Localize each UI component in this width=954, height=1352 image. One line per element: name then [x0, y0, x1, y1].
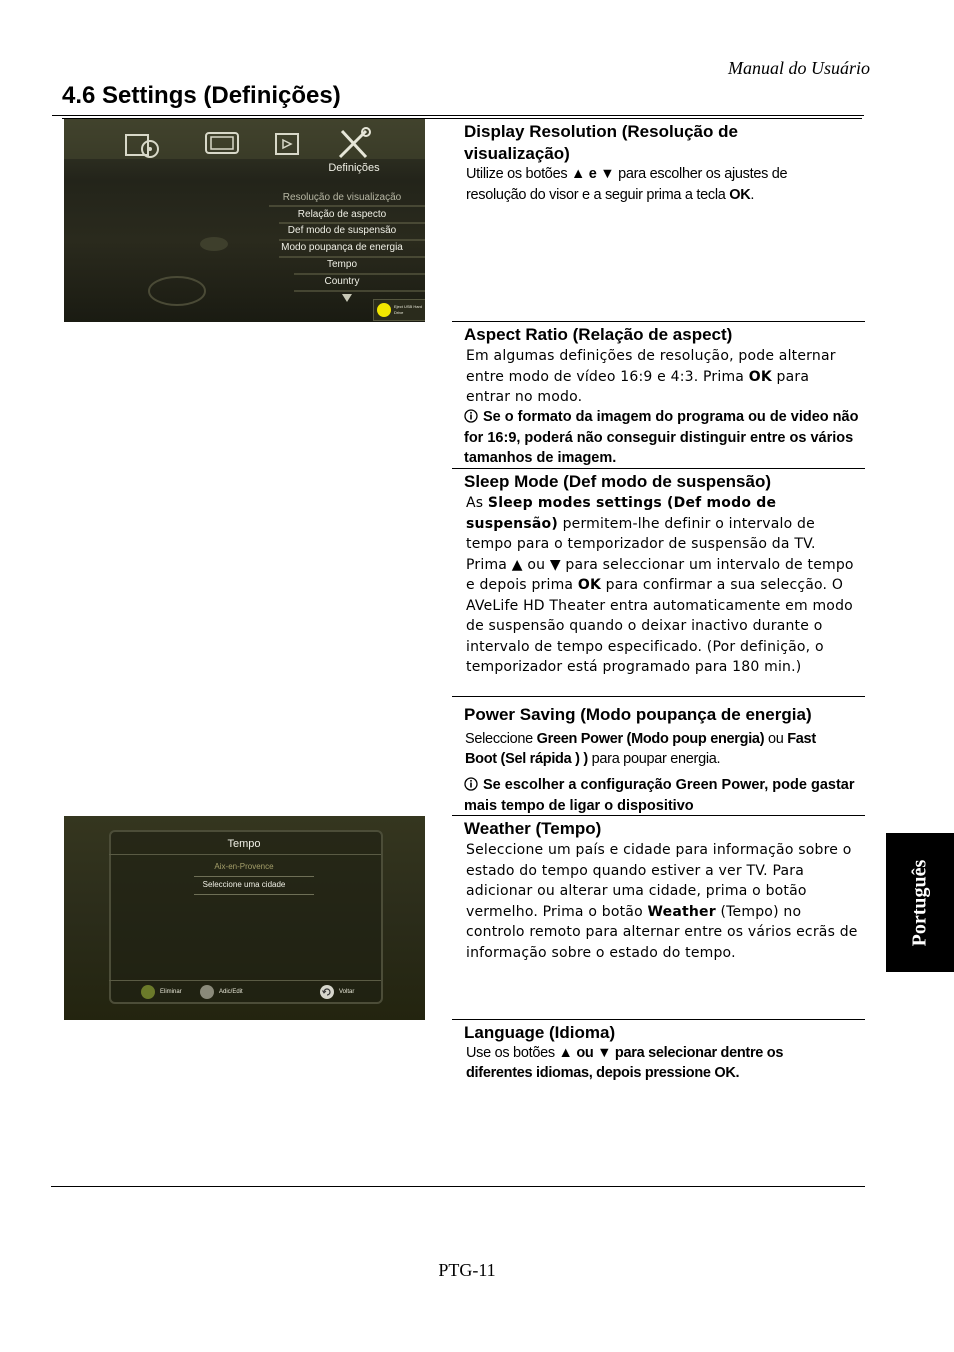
tv-icon: [204, 131, 240, 157]
section-rule-sleep: [452, 468, 865, 469]
section-rule-language: [452, 1019, 865, 1020]
menu-item-power[interactable]: Modo poupança de energia: [281, 242, 403, 253]
weather-text: Seleccione um país e cidade para informação sobre o estado do tempo quando estiver a ver TV. Para adicionar ou alterar uma cidade, prima o botão vermelho. Prima o botão Weather (Tempo) no controlo remoto para alternar entre os vários ecrãs de informação sobre o estado do tempo.: [466, 842, 858, 961]
tools-icon: [336, 127, 372, 161]
bottom-rule: [51, 1186, 865, 1187]
language-title: Language (Idioma): [464, 1023, 616, 1042]
menu-item-country[interactable]: Country: [324, 276, 360, 287]
weather-screen-title: Tempo: [227, 838, 261, 850]
aspect-ratio-title: Aspect Ratio (Relação de aspect): [464, 325, 733, 344]
aspect-ratio-note: Se o formato da imagem do programa ou de video não for 16:9, poderá não conseguir distinguir entre os vários tamanhos de imagem.: [464, 409, 859, 466]
footer-divider: [109, 980, 381, 981]
settings-title: Definições: [328, 162, 380, 174]
info-icon: [464, 777, 478, 791]
sleep-mode-title: Sleep Mode (Def modo de suspensão): [464, 472, 771, 491]
add-edit-label: Adic/Edit: [219, 989, 243, 995]
select-city-item[interactable]: Seleccione uma cidade: [202, 880, 286, 889]
side-tab-label: Português: [908, 859, 931, 946]
eject-usb-button[interactable]: [373, 299, 425, 321]
weather-panel: [109, 830, 383, 1004]
grey-button-icon[interactable]: [199, 984, 215, 1000]
title-rule: [52, 115, 864, 116]
delete-label: Eliminar: [160, 989, 182, 995]
power-saving-title: Power Saving (Modo poupança de energia): [464, 705, 812, 724]
yellow-button-icon: [376, 302, 392, 318]
menu-item-sleep[interactable]: Def modo de suspensão: [287, 225, 397, 236]
display-resolution-title: Display Resolution (Resolução de visualização): [464, 122, 738, 163]
eject-usb-label: Eject USB Hard Drive: [394, 304, 423, 315]
menu-item-aspect[interactable]: Relação de aspecto: [297, 209, 387, 220]
power-saving-note: Se escolher a configuração Green Power, pode gastar mais tempo de ligar o dispositivo: [464, 777, 855, 814]
power-saving-text: Seleccione Green Power (Modo poup energia) ou Fast Boot (Sel rápida ) ) para poupar energia.: [465, 731, 816, 767]
weather-city[interactable]: Aix-en-Provence: [214, 862, 274, 871]
sleep-mode-text: As Sleep modes settings (Def modo de suspensão) permitem-lhe definir o intervalo de tempo para o temporizador de suspensão da TV. Prima ▲ ou ▼ para seleccionar um intervalo de tempo e depois prima OK para confirmar a sua selecção. O AVeLife HD Theater entra automaticamente em modo de suspensão quando o deixar inactivo durante o intervalo de tempo especificado. (Por definição, o temporizador está programado para 180 min.): [466, 495, 854, 675]
page-number: PTG-11: [438, 1260, 496, 1280]
info-icon: [464, 409, 478, 423]
back-label: Voltar: [339, 989, 355, 995]
language-side-tab: [886, 833, 954, 972]
select-underline: [194, 894, 314, 895]
display-resolution-text: Utilize os botões ▲ e ▼ para escolher os ajustes de resolução do visor e a seguir prima a tecla OK.: [466, 166, 788, 203]
section-rule-weather: [452, 815, 865, 816]
aspect-ratio-text: Em algumas definições de resolução, pode alternar entre modo de vídeo 16:9 e 4:3. Prima OK para entrar no modo.: [466, 348, 836, 405]
city-underline: [194, 876, 314, 877]
page-title: 4.6 Settings (Definições): [62, 82, 341, 109]
photo-icon: [274, 132, 302, 158]
menu-item-weather[interactable]: Tempo: [326, 259, 357, 270]
weather-title: Weather (Tempo): [464, 819, 602, 838]
weather-divider: [109, 854, 381, 855]
language-text: Use os botões ▲ ou ▼ para selecionar dentre os diferentes idiomas, depois pressione OK.: [466, 1045, 784, 1081]
back-icon[interactable]: [319, 984, 335, 1000]
green-button-icon[interactable]: [140, 984, 156, 1000]
section-rule-power: [452, 696, 865, 697]
down-arrow-icon: [341, 293, 353, 303]
settings-menu-screenshot: [64, 119, 425, 322]
manual-label: Manual do Usuário: [727, 58, 870, 78]
menu-item-resolution[interactable]: Resolução de visualização: [282, 192, 402, 203]
weather-screenshot: [64, 816, 425, 1020]
media-icon: [124, 131, 160, 159]
section-rule-aspect: [452, 321, 865, 322]
